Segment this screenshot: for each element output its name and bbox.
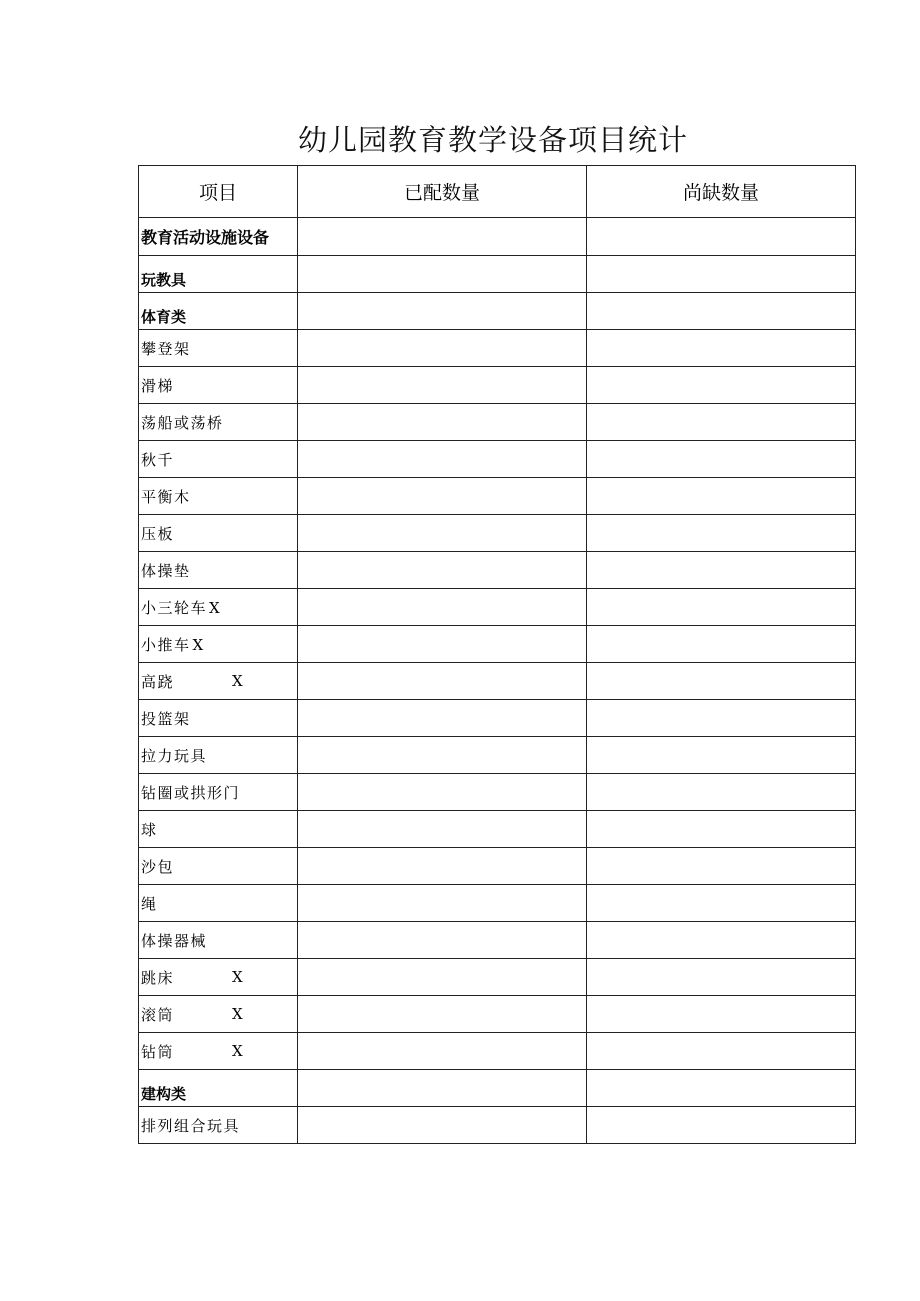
item-label: 小推车 (141, 635, 191, 654)
item-cell (139, 663, 298, 700)
item-label: 跳床 (141, 968, 175, 987)
table-row (139, 996, 856, 1033)
table-header (139, 166, 856, 218)
item-cell (139, 737, 298, 774)
item-cell (139, 848, 298, 885)
shortage-quantity-cell[interactable] (587, 404, 856, 441)
equipped-quantity-cell[interactable] (298, 1070, 587, 1107)
table-row (139, 478, 856, 515)
shortage-quantity-cell[interactable] (587, 515, 856, 552)
equipped-quantity-cell[interactable] (298, 663, 587, 700)
shortage-quantity-cell[interactable] (587, 330, 856, 367)
shortage-quantity-cell[interactable] (587, 256, 856, 293)
shortage-quantity-cell[interactable] (587, 441, 856, 478)
item-label: 沙包 (141, 857, 175, 876)
shortage-quantity-cell[interactable] (587, 218, 856, 256)
missing-mark: X (232, 1042, 243, 1060)
table-row (139, 218, 856, 256)
equipped-quantity-cell[interactable] (298, 441, 587, 478)
shortage-quantity-cell[interactable] (587, 737, 856, 774)
equipped-quantity-cell[interactable] (298, 774, 587, 811)
table-row (139, 885, 856, 922)
shortage-quantity-cell[interactable] (587, 996, 856, 1033)
equipped-quantity-cell[interactable] (298, 478, 587, 515)
equipped-quantity-cell[interactable] (298, 737, 587, 774)
table-row (139, 1033, 856, 1070)
table-row (139, 1107, 856, 1144)
shortage-quantity-cell[interactable] (587, 663, 856, 700)
item-label: 绳 (141, 894, 158, 913)
shortage-quantity-cell[interactable] (587, 1107, 856, 1144)
equipped-quantity-cell[interactable] (298, 330, 587, 367)
shortage-quantity-cell[interactable] (587, 626, 856, 663)
table-row (139, 663, 856, 700)
item-cell (139, 478, 298, 515)
item-label: 体操器械 (141, 931, 208, 950)
table-row (139, 700, 856, 737)
item-label: 拉力玩具 (141, 746, 208, 765)
equipped-quantity-cell[interactable] (298, 922, 587, 959)
item-cell (139, 293, 298, 330)
table-row (139, 367, 856, 404)
missing-mark: X (192, 635, 204, 654)
item-label: 建构类 (141, 1085, 187, 1103)
item-label: 秋千 (141, 450, 175, 469)
item-label: 滑梯 (141, 376, 175, 395)
item-label: 压板 (141, 524, 175, 543)
item-cell (139, 552, 298, 589)
shortage-quantity-cell[interactable] (587, 293, 856, 330)
table-row (139, 293, 856, 330)
equipped-quantity-cell[interactable] (298, 293, 587, 330)
header-equipped-quantity: 已配数量 (298, 166, 587, 218)
equipped-quantity-cell[interactable] (298, 552, 587, 589)
header-row (139, 166, 856, 218)
document-title: 幼儿园教育教学设备项目统计 (297, 123, 688, 157)
equipped-quantity-cell[interactable] (298, 626, 587, 663)
item-cell (139, 589, 298, 626)
item-cell (139, 1107, 298, 1144)
table-row (139, 959, 856, 996)
shortage-quantity-cell[interactable] (587, 811, 856, 848)
shortage-quantity-cell[interactable] (587, 589, 856, 626)
item-cell (139, 885, 298, 922)
table-row (139, 737, 856, 774)
item-label: 投篮架 (141, 709, 191, 728)
item-cell (139, 922, 298, 959)
table-row (139, 330, 856, 367)
table-row (139, 256, 856, 293)
table-row (139, 922, 856, 959)
shortage-quantity-cell[interactable] (587, 478, 856, 515)
item-cell (139, 256, 298, 293)
shortage-quantity-cell[interactable] (587, 885, 856, 922)
equipped-quantity-cell[interactable] (298, 589, 587, 626)
item-label: 小三轮车 (141, 598, 208, 617)
equipped-quantity-cell[interactable] (298, 515, 587, 552)
shortage-quantity-cell[interactable] (587, 959, 856, 996)
item-cell (139, 441, 298, 478)
equipped-quantity-cell[interactable] (298, 811, 587, 848)
shortage-quantity-cell[interactable] (587, 922, 856, 959)
item-cell (139, 404, 298, 441)
item-label: 体操垫 (141, 561, 191, 580)
table-row (139, 626, 856, 663)
item-cell (139, 774, 298, 811)
missing-mark: X (209, 598, 220, 617)
equipped-quantity-cell[interactable] (298, 885, 587, 922)
item-cell (139, 626, 298, 663)
item-label: 钻圈或拱形门 (141, 783, 241, 802)
header-item: 项目 (139, 166, 298, 218)
item-cell (139, 218, 298, 256)
table-row (139, 848, 856, 885)
table-row (139, 811, 856, 848)
equipped-quantity-cell[interactable] (298, 367, 587, 404)
equipped-quantity-cell[interactable] (298, 996, 587, 1033)
equipped-quantity-cell[interactable] (298, 700, 587, 737)
equipment-table (138, 165, 856, 1144)
item-cell (139, 811, 298, 848)
item-cell (139, 996, 298, 1033)
item-label: 高跷 (141, 672, 175, 691)
table-row (139, 552, 856, 589)
table-row (139, 404, 856, 441)
item-label: 球 (141, 820, 158, 839)
shortage-quantity-cell[interactable] (587, 552, 856, 589)
equipped-quantity-cell[interactable] (298, 1107, 587, 1144)
item-label: 荡船或荡桥 (141, 413, 224, 432)
shortage-quantity-cell[interactable] (587, 848, 856, 885)
item-cell (139, 515, 298, 552)
item-cell (139, 959, 298, 996)
item-label: 钻筒 (141, 1042, 175, 1061)
table-row (139, 515, 856, 552)
item-label: 攀登架 (141, 339, 191, 358)
item-label: 排列组合玩具 (141, 1116, 241, 1135)
shortage-quantity-cell[interactable] (587, 700, 856, 737)
header-shortage-quantity: 尚缺数量 (587, 166, 856, 218)
missing-mark: X (232, 1005, 243, 1023)
equipped-quantity-cell[interactable] (298, 404, 587, 441)
item-cell (139, 1070, 298, 1107)
item-label: 教育活动设施设备 (141, 228, 270, 247)
item-cell (139, 330, 298, 367)
table-row (139, 589, 856, 626)
table-row (139, 441, 856, 478)
shortage-quantity-cell[interactable] (587, 774, 856, 811)
item-label: 平衡木 (141, 487, 191, 506)
item-label: 滚筒 (141, 1005, 175, 1024)
item-cell (139, 1033, 298, 1070)
shortage-quantity-cell[interactable] (587, 367, 856, 404)
table-body (139, 218, 856, 1144)
item-label: 玩教具 (141, 271, 187, 289)
table-row (139, 1070, 856, 1107)
missing-mark: X (232, 968, 243, 986)
shortage-quantity-cell[interactable] (587, 1033, 856, 1070)
equipped-quantity-cell[interactable] (298, 848, 587, 885)
table-row (139, 774, 856, 811)
shortage-quantity-cell[interactable] (587, 1070, 856, 1107)
equipped-quantity-cell[interactable] (298, 1033, 587, 1070)
item-cell (139, 367, 298, 404)
item-cell (139, 700, 298, 737)
item-label: 体育类 (141, 308, 187, 326)
equipped-quantity-cell[interactable] (298, 218, 587, 256)
equipped-quantity-cell[interactable] (298, 959, 587, 996)
missing-mark: X (232, 672, 243, 690)
equipped-quantity-cell[interactable] (298, 256, 587, 293)
